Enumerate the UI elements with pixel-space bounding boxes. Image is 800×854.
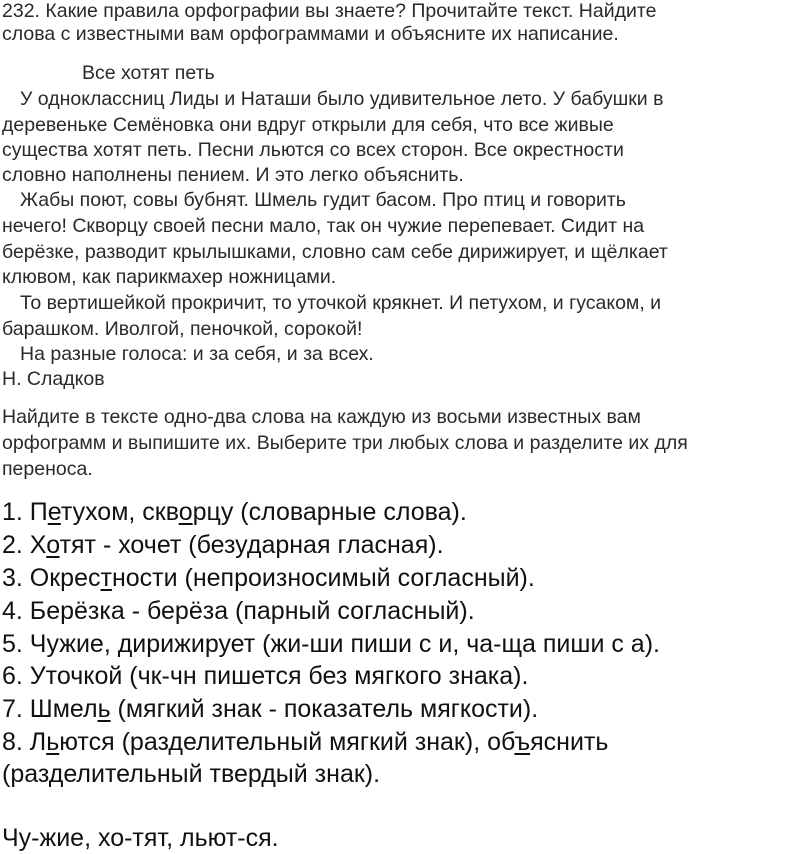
story-line: То вертишейкой прокричит, то уточкой крякнет. И петухом, и гусаком, и bbox=[20, 292, 662, 314]
story-line: Жабы поют, совы бубнят. Шмель гудит басом. Про птиц и говорить bbox=[20, 189, 626, 211]
answer-8-continuation: (разделительный твердый знак). bbox=[2, 760, 381, 788]
task-line-1: 232. Какие правила орфографии вы знаете? Прочитайте текст. Найдите bbox=[2, 0, 657, 22]
instruction-line-3: переноса. bbox=[2, 458, 93, 480]
answer-1: 1. Петухом, скворцу (словарные слова). bbox=[2, 498, 467, 526]
story-line: словно наполнены пением. И это легко объяснить. bbox=[2, 164, 464, 186]
story-line: барашком. Иволгой, пеночкой, сорокой! bbox=[2, 318, 363, 340]
answer-7: 7. Шмель (мягкий знак - показатель мягкости). bbox=[2, 695, 539, 723]
story-line: существа хотят петь. Песни льются со всех сторон. Все окрестности bbox=[2, 139, 624, 161]
answer-3: 3. Окрестности (непроизносимый согласный). bbox=[2, 564, 535, 592]
underlined-letter: ь bbox=[97, 695, 111, 723]
instruction-line-1: Найдите в тексте одно-два слова на каждую из восьми известных вам bbox=[2, 406, 641, 428]
story-line: На разные голоса: и за себя, и за всех. bbox=[20, 343, 374, 365]
story-line: берёзке, разводит крылышками, словно сам себе дирижирует, и щёлкает bbox=[2, 241, 668, 263]
story-line: У одноклассниц Лиды и Наташи было удивительное лето. У бабушки в bbox=[20, 88, 664, 110]
task-line-2: слова с известными вам орфограммами и объясните их написание. bbox=[2, 23, 619, 45]
answer-6: 6. Уточкой (чк-чн пишется без мягкого знака). bbox=[2, 662, 529, 690]
hyphenation-answer: Чу-жие, хо-тят, льют-ся. bbox=[2, 824, 279, 852]
story-line: клювом, как парикмахер ножницами. bbox=[2, 266, 337, 288]
underlined-letter: о bbox=[46, 531, 60, 559]
underlined-letter: ъ bbox=[514, 728, 531, 756]
story-title: Все хотят петь bbox=[82, 62, 215, 84]
answer-4: 4. Берёзка - берёза (парный согласный). bbox=[2, 597, 475, 625]
answer-5: 5. Чужие, дирижирует (жи-ши пиши с и, ча-ща пиши с а). bbox=[2, 630, 660, 658]
answer-8: 8. Льются (разделительный мягкий знак), объяснить bbox=[2, 728, 609, 756]
underlined-letter: е bbox=[47, 498, 61, 526]
story-line: нечего! Скворцу своей песни мало, так он чужие перепевает. Сидит на bbox=[2, 215, 645, 237]
underlined-letter: т bbox=[100, 564, 112, 592]
underlined-letter: о bbox=[178, 498, 193, 526]
instruction-line-2: орфограмм и выпишите их. Выберите три любых слова и разделите их для bbox=[2, 432, 688, 454]
answer-2: 2. Хотят - хочет (безударная гласная). bbox=[2, 531, 444, 559]
story-author: Н. Сладков bbox=[2, 368, 105, 390]
story-line: деревеньке Семёновка они вдруг открыли для себя, что все живые bbox=[2, 114, 614, 136]
underlined-letter: ь bbox=[46, 728, 60, 756]
